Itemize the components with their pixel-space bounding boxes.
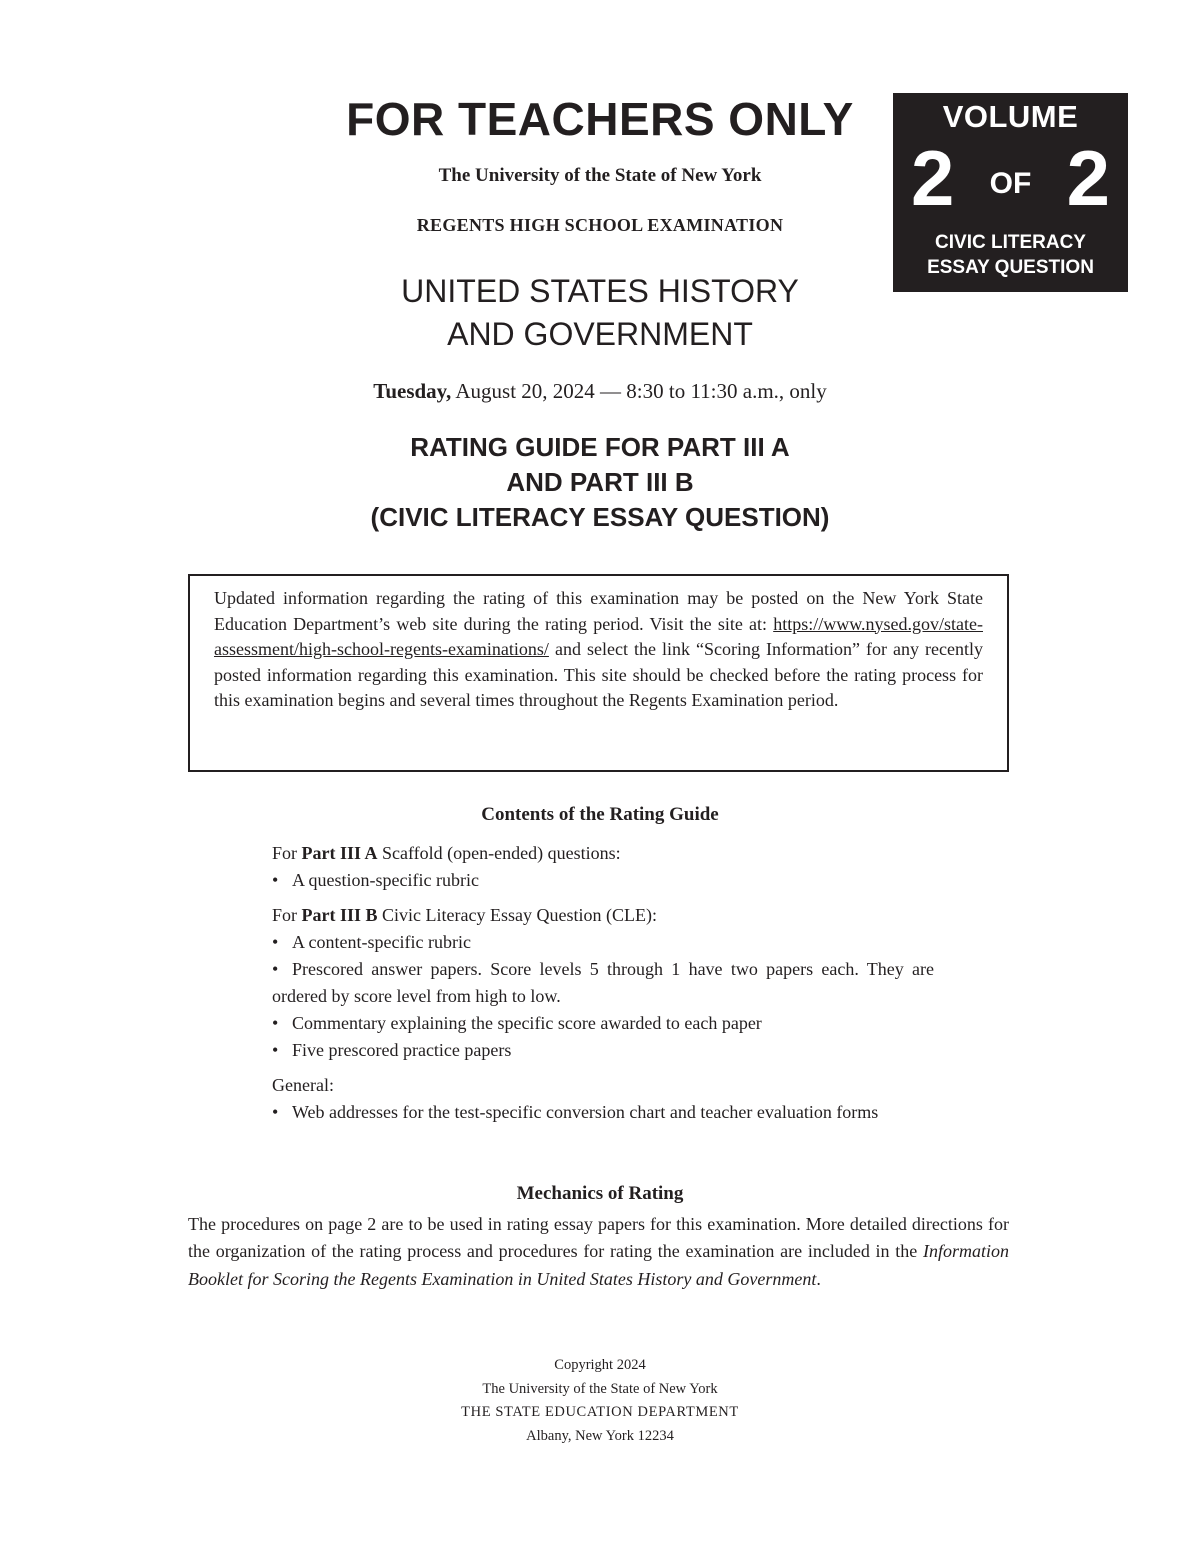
list-item-text: A question-specific rubric: [292, 870, 479, 890]
volume-subtitle: [893, 230, 1128, 280]
mechanics-heading: Mechanics of Rating: [516, 1183, 684, 1204]
contents-list: [272, 840, 934, 1134]
list-item-text: A content-specific rubric: [292, 932, 471, 952]
general-label: General:: [272, 1075, 334, 1095]
copyright-line: Copyright 2024: [554, 1357, 646, 1373]
bullet-icon: •: [272, 959, 279, 979]
subject-title-line2: AND GOVERNMENT: [447, 316, 753, 352]
volume-label: VOLUME: [942, 99, 1079, 134]
list-item-text: Web addresses for the test-specific conversion chart and teacher evaluation forms: [292, 1102, 879, 1122]
footer-address: Albany, New York 12234: [526, 1427, 674, 1444]
volume-subtitle-line2: ESSAY QUESTION: [927, 257, 1094, 278]
contents-heading: Contents of the Rating Guide: [481, 804, 719, 825]
exam-day: Tuesday,: [373, 379, 452, 403]
exam-name: REGENTS HIGH SCHOOL EXAMINATION: [416, 215, 784, 235]
university-name: The University of the State of New York: [438, 165, 762, 186]
bullet-icon: •: [272, 1013, 279, 1033]
mechanics-text-before: The procedures on page 2 are to be used in rating essay papers for this examination. More detailed directions for the organization of the rating process and procedures for rating the examination are included in the: [188, 1214, 1009, 1262]
list-item: [272, 1037, 934, 1064]
part-b-intro: [272, 902, 934, 929]
bullet-icon: •: [272, 870, 279, 890]
volume-number: [893, 133, 1128, 223]
general-group: [272, 1072, 934, 1126]
volume-badge: [893, 93, 1128, 292]
list-item: [272, 1099, 934, 1126]
list-item: [272, 1010, 934, 1037]
scoring-info-link[interactable]: https://www.nysed.gov/state-assessment/high-school-regents-examinations/: [214, 613, 983, 660]
list-item-text: Five prescored practice papers: [292, 1040, 512, 1060]
volume-current: 2: [911, 134, 955, 222]
mechanics-text-after: .: [816, 1268, 821, 1289]
part-a-label: Part III A: [301, 843, 378, 863]
part-a-intro: [272, 840, 934, 867]
volume-total: 2: [1066, 134, 1110, 222]
list-item-text: Commentary explaining the specific score awarded to each paper: [292, 1013, 762, 1033]
rating-title-line2: AND PART III B: [506, 467, 694, 497]
copyright-block: [0, 1354, 1200, 1448]
volume-of: OF: [989, 167, 1032, 200]
footer-department: THE STATE EDUCATION DEPARTMENT: [461, 1404, 739, 1420]
part-b-prefix: For: [272, 905, 302, 925]
update-notice: [188, 574, 1009, 772]
part-b-label: Part III B: [301, 905, 378, 925]
part-a-suffix: Scaffold (open-ended) questions:: [377, 843, 621, 863]
exam-date: [0, 379, 1200, 404]
part-a-group: [272, 840, 934, 894]
list-item-text: Prescored answer papers. Score levels 5 through 1 have two papers each. They are ordered by score level from high to low.: [272, 959, 934, 1006]
notice-text-before: Updated information regarding the rating of this examination may be posted on the New York State Education Department’s web site during the rating period. Visit the site at:: [214, 588, 983, 634]
part-a-prefix: For: [272, 843, 302, 863]
part-b-group: [272, 902, 934, 1064]
bullet-icon: •: [272, 1040, 279, 1060]
subject-title-line1: UNITED STATES HISTORY: [401, 273, 799, 309]
page-title: FOR TEACHERS ONLY: [346, 93, 854, 145]
list-item: [272, 956, 934, 1010]
booklet-title: Information Booklet for Scoring the Regents Examination in United States History and Government: [188, 1241, 1009, 1289]
mechanics-text: [188, 1211, 1009, 1293]
part-b-suffix: Civic Literacy Essay Question (CLE):: [377, 905, 657, 925]
footer-university: The University of the State of New York: [482, 1380, 718, 1397]
volume-subtitle-line1: CIVIC LITERACY: [935, 232, 1086, 253]
exam-date-time: August 20, 2024 — 8:30 to 11:30 a.m., only: [451, 379, 827, 403]
rating-guide-title: [0, 430, 1200, 535]
bullet-icon: •: [272, 1102, 279, 1122]
list-item: [272, 867, 934, 894]
rating-title-line3: (CIVIC LITERACY ESSAY QUESTION): [370, 502, 830, 532]
notice-text-after: and select the link “Scoring Information” for any recently posted information regarding this examination. This site should be checked before the rating process for this examination begins and several times throughout the Regents Examination period.: [214, 639, 983, 711]
list-item: [272, 929, 934, 956]
rating-title-line1: RATING GUIDE FOR PART III A: [410, 432, 790, 462]
bullet-icon: •: [272, 932, 279, 952]
